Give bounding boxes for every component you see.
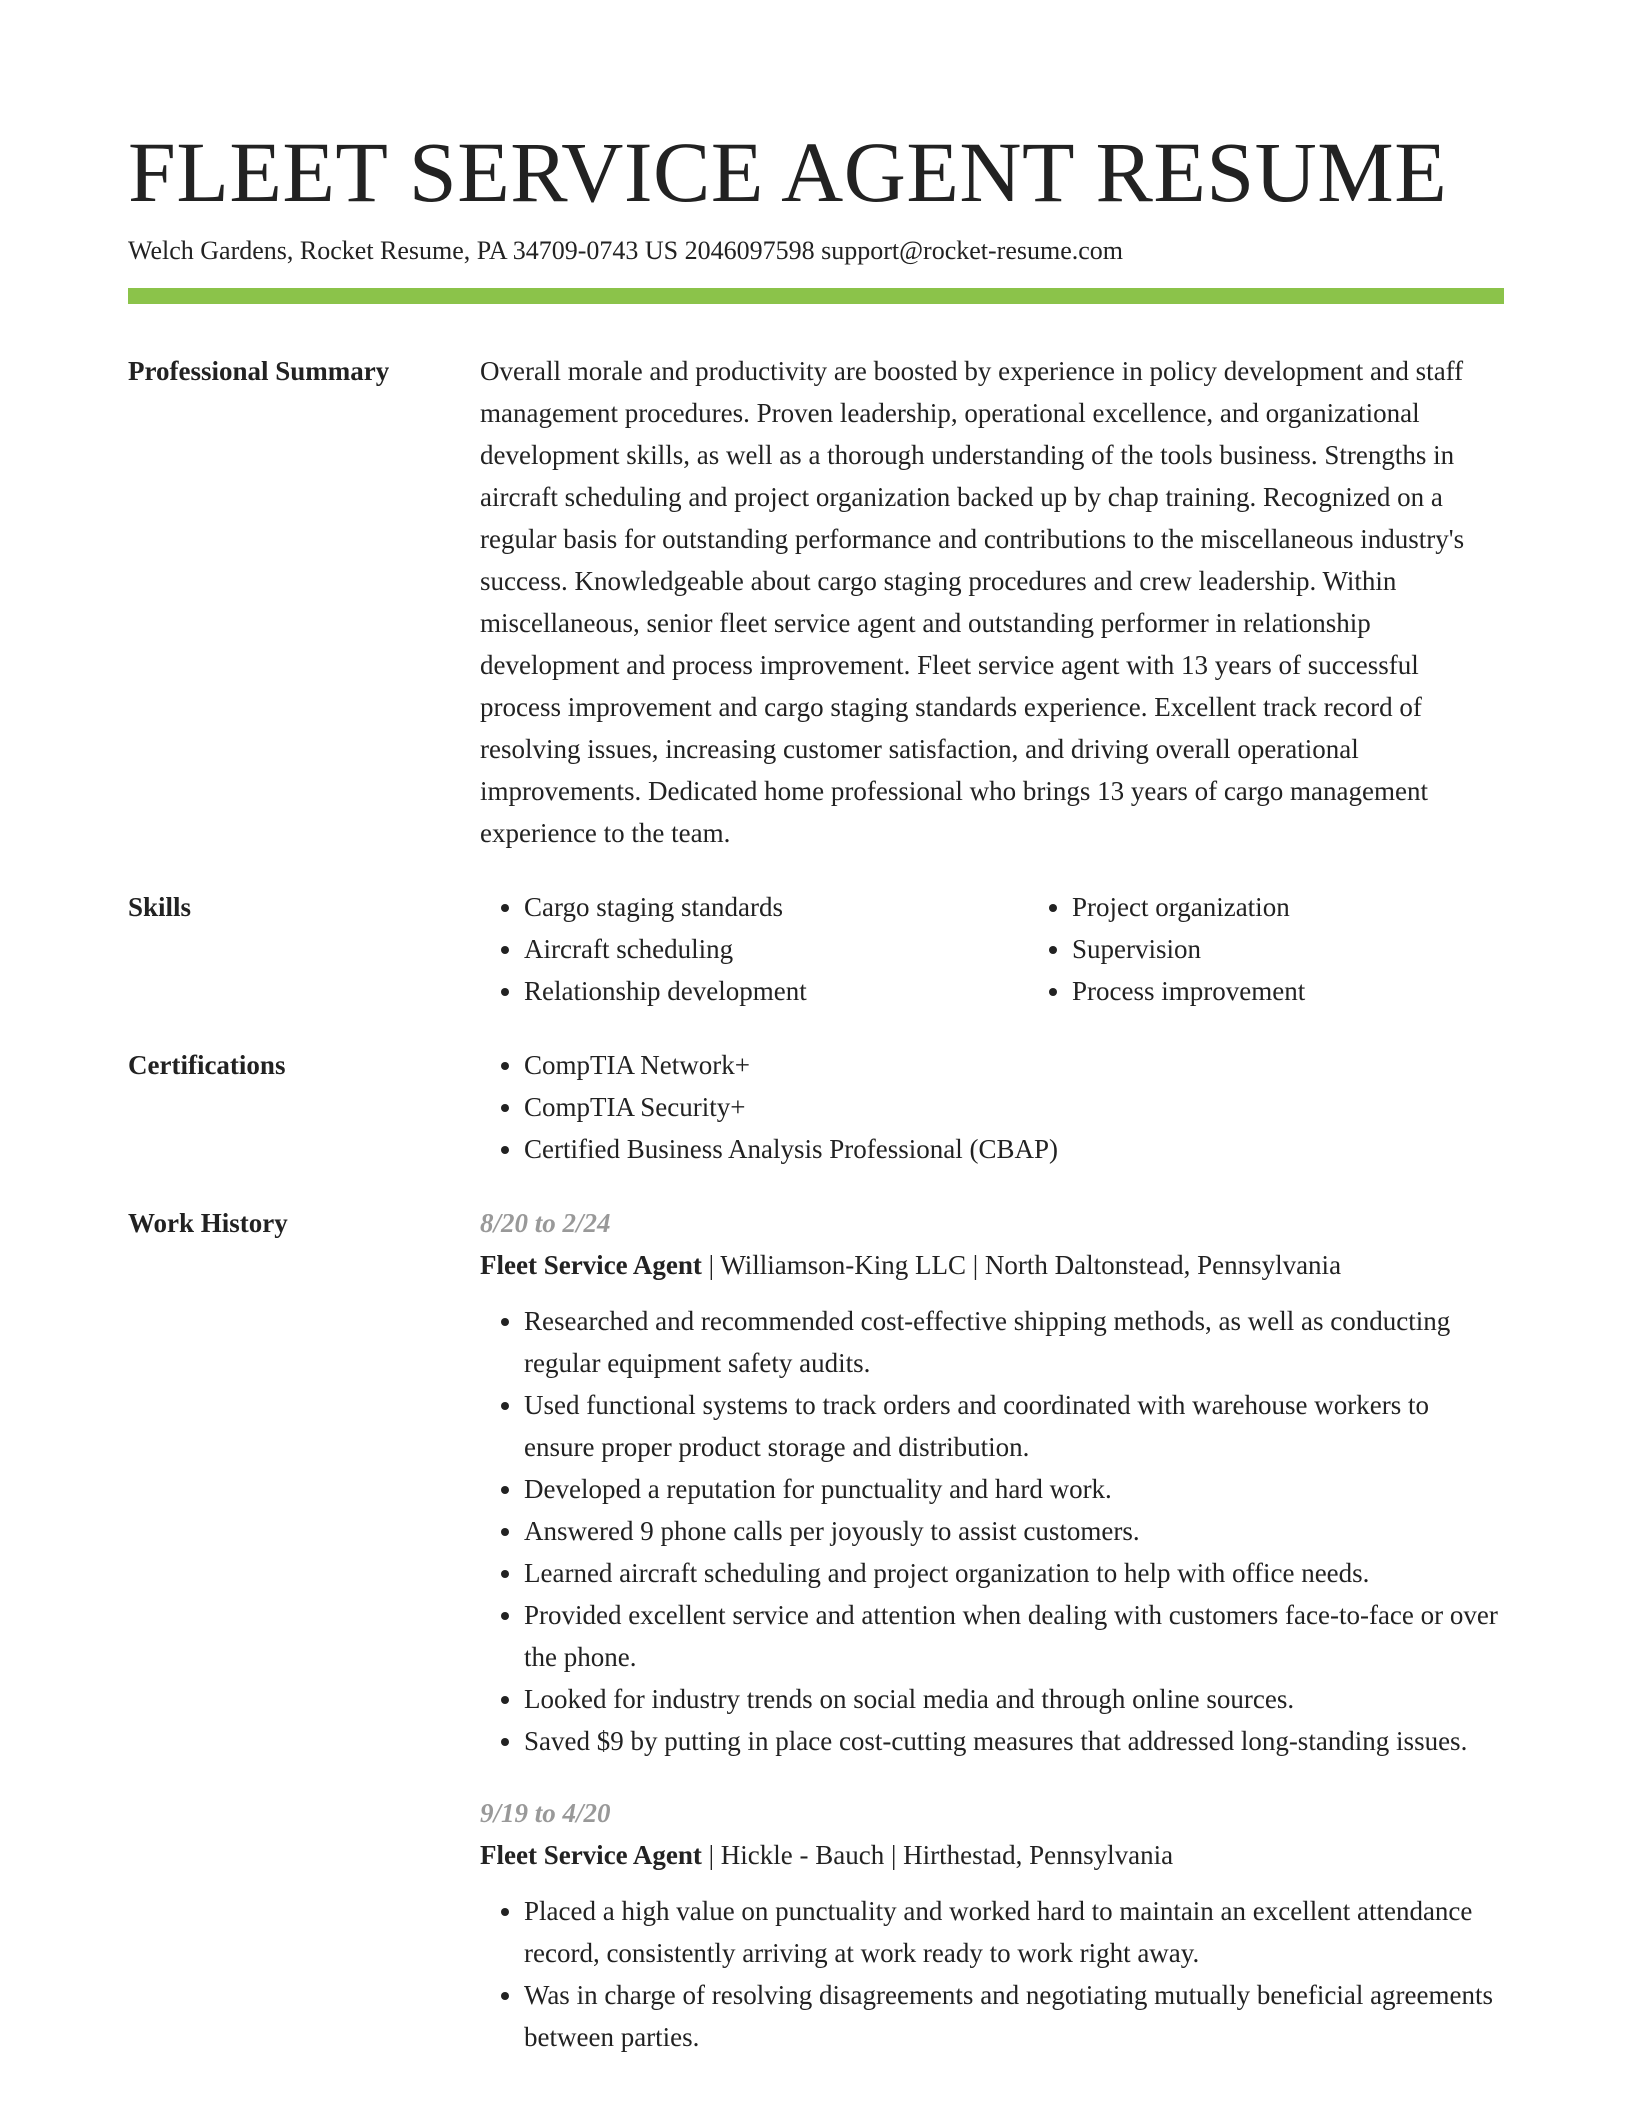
job-bullet: • Developed a reputation for punctuality and hard work. [524,1468,1504,1510]
resume-page [128,0,1504,2088]
job-bullets [480,1300,1504,1762]
skills-list-right [1028,886,1576,1012]
certifications-label: Certifications [128,1050,286,1080]
skill-item: • Project organization [1072,886,1576,928]
job-dates: 8/20 to 2/24 [480,1208,611,1238]
job-details: | Hickle - Bauch | Hirthestad, Pennsylvania [701,1840,1174,1870]
certification-item: • CompTIA Network+ [524,1044,1504,1086]
job-bullet: • Placed a high value on punctuality and worked hard to maintain an excellent attendance record, consistently arriving at work ready to work right away. [524,1890,1504,1974]
job-heading [480,1834,1504,1876]
job-bullet: • Researched and recommended cost-effective shipping methods, as well as conducting regular equipment safety audits. [524,1300,1504,1384]
job-title: Fleet Service Agent [480,1250,702,1280]
job-entry [480,1792,1504,2058]
skills-label: Skills [128,892,192,922]
skills-grid [480,886,1576,1012]
resume-title: FLEET SERVICE AGENT RESUME [128,124,1448,220]
skill-item: • Cargo staging standards [524,886,1028,928]
summary-label: Professional Summary [128,356,390,386]
job-bullet: • Learned aircraft scheduling and project organization to help with office needs. [524,1552,1504,1594]
job-bullet: • Looked for industry trends on social media and through online sources. [524,1678,1504,1720]
summary-section [128,350,1504,854]
summary-text: Overall morale and productivity are boosted by experience in policy development and staff management procedures. Proven leadership, operational excellence, and organizational development skills, as well as a thorough understanding of the tools business. Strengths in aircraft scheduling and project organization backed up by chap training. Recognized on a regular basis for outstanding performance and contributions to the miscellaneous industry's success. Knowledgeable about cargo staging procedures and crew leadership. Within miscellaneous, senior fleet service agent and outstanding performer in relationship development and process improvement. Fleet service agent with 13 years of successful process improvement and cargo staging standards experience. Excellent track record of resolving issues, increasing customer satisfaction, and driving overall operational improvements. Dedicated home professional who brings 13 years of cargo management experience to the team. [480,356,1465,848]
certification-item: • Certified Business Analysis Professional (CBAP) [524,1128,1504,1170]
certifications-list [480,1044,1504,1170]
job-bullet: • Was in charge of resolving disagreements and negotiating mutually beneficial agreements between parties. [524,1974,1504,2058]
work-history-body [480,1202,1504,2088]
job-bullet: • Provided excellent service and attention when dealing with customers face-to-face or over the phone. [524,1594,1504,1678]
skills-body [480,886,1576,1012]
skill-item: • Supervision [1072,928,1576,970]
skill-item: • Process improvement [1072,970,1576,1012]
job-title: Fleet Service Agent [480,1840,702,1870]
skill-item: • Aircraft scheduling [524,928,1028,970]
contact-info: Welch Gardens, Rocket Resume, PA 34709-0743 US 2046097598 support@rocket-resume.com [128,236,1124,265]
skills-list-left [480,886,1028,1012]
job-heading [480,1244,1504,1286]
job-dates: 9/19 to 4/20 [480,1798,611,1828]
job-bullet: • Answered 9 phone calls per joyously to assist customers. [524,1510,1504,1552]
work-history-section [128,1202,1504,2088]
work-history-label: Work History [128,1208,288,1238]
accent-divider [128,288,1504,304]
summary-body [480,350,1504,854]
skills-section [128,886,1504,1012]
job-bullet: • Saved $9 by putting in place cost-cutting measures that addressed long-standing issues. [524,1720,1504,1762]
certification-item: • CompTIA Security+ [524,1086,1504,1128]
skill-item: • Relationship development [524,970,1028,1012]
job-details: | Williamson-King LLC | North Daltonstead, Pennsylvania [701,1250,1342,1280]
certifications-section [128,1044,1504,1170]
job-bullets [480,1890,1504,2058]
certifications-body [480,1044,1504,1170]
job-bullet: • Used functional systems to track orders and coordinated with warehouse workers to ensure proper product storage and distribution. [524,1384,1504,1468]
job-entry [480,1202,1504,1762]
